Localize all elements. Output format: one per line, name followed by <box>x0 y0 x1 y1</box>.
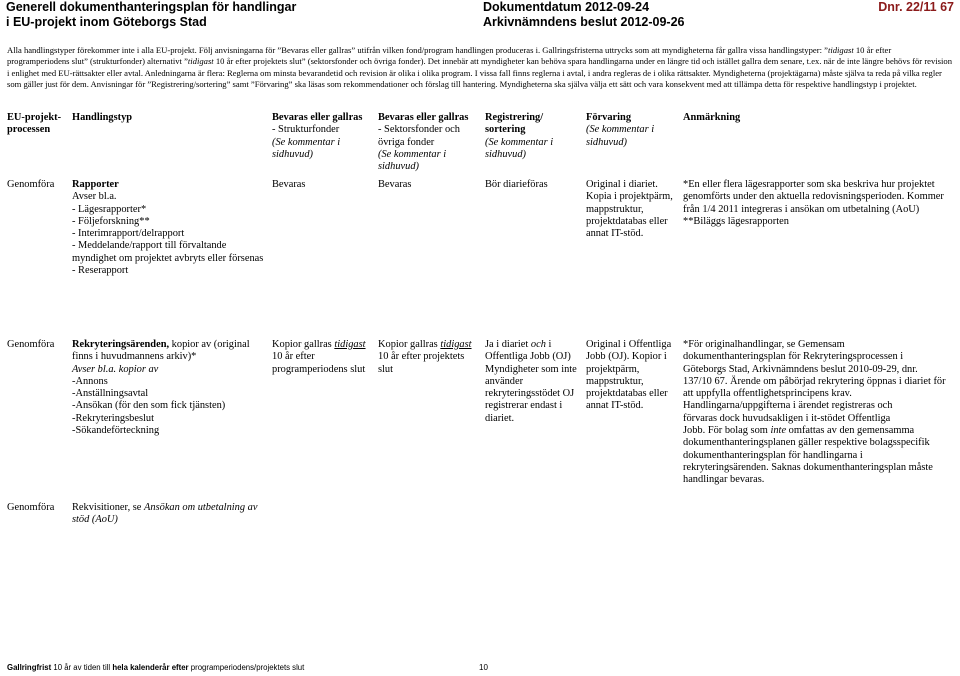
cell-text-line: registrerar endast i <box>485 400 563 412</box>
row2-type <box>72 339 250 437</box>
cell-text-line: Rekvisitioner, se <box>72 502 145 513</box>
registration-number: Dnr. 22/11 67 <box>878 0 954 14</box>
cell-text-line: Kopior gallras <box>272 339 335 350</box>
cell-text-line: Bör diarieföras <box>485 179 548 190</box>
cell-text-line: Anmärkning <box>683 112 741 123</box>
cell-text-line: 10 år efter <box>272 351 315 363</box>
cell-text-line: Handlingstyp <box>72 112 133 123</box>
cell-text-line: (Se kommentar i <box>378 148 447 160</box>
cell-text-line: mappstruktur, <box>586 375 644 387</box>
cell-text-line: projektpärm, <box>586 363 640 375</box>
cell-text-line: Original i diariet. <box>586 179 658 190</box>
cell-text-line: diariet. <box>485 412 515 424</box>
intro-part: Alla handlingstyper förekommer inte i alla EU-projekt. Följ anvisningarna för ”Bevaras eller gallras” utifrån vilken fond/program handlingen produceras i. Gallringsfristerna uttrycks som att myndigheterna får gallra vissa handlingstyper: ” <box>7 45 828 55</box>
cell-text-line: rekryteringsärenden. Saknas dokumenthanteringsplan måste <box>683 461 933 473</box>
row2-process <box>7 339 54 351</box>
cell-text-line: *För originalhandlingar, se Gemensam <box>683 339 845 350</box>
page-number: 10 <box>479 663 488 672</box>
cell-text-line: Rapporter <box>72 179 119 190</box>
cell-text-line: - Följeforskning** <box>72 215 150 227</box>
cell-text-line: dokumenthanteringsplanen gäller respektive bolagsspecifik <box>683 437 930 449</box>
cell-text-line: Myndigheter som inte <box>485 363 577 375</box>
cell-text-line: annat IT-stöd. <box>586 228 644 240</box>
row3-process <box>7 502 54 514</box>
cell-text-line: - Reserapport <box>72 265 129 277</box>
row1-process <box>7 179 54 191</box>
cell-text-line: - Lägesrapporter* <box>72 203 147 215</box>
cell-text-line <box>72 502 257 514</box>
cell-text-line: 10 år efter projektets <box>378 351 465 363</box>
cell-text-line: Kopia i projektpärm, <box>586 191 673 203</box>
cell-text-line: - Strukturfonder <box>272 124 340 136</box>
cell-text-line: Handlingarna/uppgifterna i ärendet registreras och <box>683 400 893 412</box>
column-header-type <box>72 112 132 124</box>
cell-text-line <box>272 339 366 351</box>
row1-type <box>72 179 263 277</box>
row1-storage <box>586 179 673 240</box>
row1-registration <box>485 179 548 191</box>
cell-text-line: (Se kommentar i <box>272 136 341 148</box>
cell-text-line: Bevaras <box>378 179 412 190</box>
row2-storage <box>586 339 671 413</box>
intro-part: tidigast <box>827 45 854 55</box>
cell-text-line: slut <box>378 363 394 375</box>
intro-part: 10 år efter programperiodens slut” (strukturfonder) alternativt ” <box>7 45 892 67</box>
cell-text-line: sidhuvud) <box>378 161 419 173</box>
cell-text-line: Genomföra <box>7 339 55 350</box>
cell-text-line: Offentliga Jobb (OJ) <box>485 351 571 363</box>
cell-text-line: Avser bl.a. <box>72 191 117 203</box>
cell-text-line: Bevaras eller gallras <box>378 112 469 123</box>
cell-text-line: Göteborgs Stad, Arkivnämndens beslut 2010-09-29, dnr. <box>683 363 918 375</box>
intro-text <box>7 45 955 90</box>
cell-text-line <box>72 339 250 351</box>
cell-text-line: från 1/4 2011 integreras i ansökan om utbetalning (AoU) <box>683 203 920 215</box>
cell-text-line: att uppfylla offentlighetsprincipens krav. <box>683 388 852 400</box>
cell-text-line: Förvaring <box>586 112 632 123</box>
decision-date: Arkivnämndens beslut 2012-09-26 <box>483 15 685 29</box>
cell-text-line: handlingar bevaras. <box>683 474 765 486</box>
cell-text-line: förvaras dock huvudsakligen i it-stödet Offentliga <box>683 412 891 424</box>
column-header-sector <box>378 112 468 173</box>
cell-text-line: EU-projekt- <box>7 112 62 123</box>
row1-remark <box>683 179 944 228</box>
cell-text-line: Jobb. För bolag som inte omfattas av den gemensamma <box>683 425 915 437</box>
cell-text-line: sidhuvud) <box>485 148 526 160</box>
column-header-registration <box>485 112 553 161</box>
cell-text-line: Rekryteringsärenden, <box>72 339 170 350</box>
document-date: Dokumentdatum 2012-09-24 <box>483 0 650 14</box>
cell-text-line: dokumenthanteringsplan för handlingarna i <box>683 449 863 461</box>
cell-text-line: - Interimrapport/delrapport <box>72 228 185 240</box>
column-header-process <box>7 112 61 137</box>
cell-text-line: Ansökan om utbetalning av <box>144 502 258 513</box>
cell-text-line: sidhuvud) <box>586 136 627 148</box>
cell-text-line: använder <box>485 375 524 387</box>
cell-text-line: Avser bl.a. kopior av <box>72 363 159 375</box>
cell-text-line: myndighet om projektet avbryts eller försenas <box>72 252 264 264</box>
cell-text-line: Jobb (OJ). Kopior i <box>586 351 667 363</box>
cell-text-line: Bevaras <box>272 179 306 190</box>
cell-text-line: (Se kommentar i <box>485 136 554 148</box>
cell-text-line: rekryteringsstödet OJ <box>485 388 575 400</box>
column-header-remark <box>683 112 740 124</box>
cell-text-line: -Ansökan (för den som fick tjänsten) <box>72 400 226 412</box>
cell-text-line: Original i Offentliga <box>586 339 672 350</box>
page-header <box>6 0 954 32</box>
cell-text-line: mappstruktur, <box>586 203 644 215</box>
cell-text-line: **Biläggs lägesrapporten <box>683 215 789 227</box>
cell-text-line: tidigast <box>334 339 366 350</box>
cell-text-line: tidigast <box>440 339 472 350</box>
cell-text-line: processen <box>7 124 51 136</box>
emphasis-text: inte <box>770 425 787 437</box>
document-title-line1: Generell dokumenthanteringsplan för handlingar <box>6 0 297 14</box>
cell-text-line: 137/10 67. Ärende om påbörjad rekrytering öppnas i diariet för <box>683 375 946 387</box>
cell-text-line: programperiodens slut <box>272 363 366 375</box>
cell-text-line: kopior av (original <box>169 339 250 350</box>
cell-text-line: Genomföra <box>7 502 55 513</box>
row2-remark <box>683 339 946 487</box>
cell-text-line: Genomföra <box>7 179 55 190</box>
cell-text-line: -Sökandeförteckning <box>72 425 160 437</box>
column-header-storage <box>586 112 654 149</box>
cell-text-line: -Rekryteringsbeslut <box>72 412 154 424</box>
cell-text-line: projektdatabas eller <box>586 215 668 227</box>
cell-text-line: -Anställningsavtal <box>72 388 149 400</box>
cell-text-line: annat IT-stöd. <box>586 400 644 412</box>
cell-text-line: *En eller flera lägesrapporter som ska beskriva hur projektet <box>683 179 935 190</box>
row2-structural <box>272 339 366 376</box>
intro-part: 10 år efter projektets slut” (sektorsfonder och övriga fonder). Det innebär att myndigheter kan behöva spara handlingarna under en längre tid och istället gallra dem senare, t.ex. när de inte längre behövs för revision i enlighet med EU-rättsakter eller avtal. Anledningarna är flera: Reglerna om minsta bevarandetid och revision är olika i olika program. I vissa fall finns reglerna i avtal, i andra regleras de i olika rättsakter. Myndigheterna (projektägarna) måste själva ta reda på vilka regler som gäller just för dem. Anvisningar för ”Registrering/sortering” samt ”Förvaring” ska läsas som rekommendationer och förslag till hantering. Myndigheterna ska själva välja ett sätt och vara konsekvent med att tillämpa detta för respektive handlingstyp i projektet. <box>7 56 953 89</box>
cell-text-line: dokumenthanteringsplan för Rekryteringsprocessen i <box>683 351 904 363</box>
intro-part: tidigast <box>187 56 214 67</box>
cell-text-line: sortering <box>485 124 526 136</box>
cell-text-line <box>485 339 577 351</box>
cell-text-line <box>378 339 472 351</box>
cell-text-line: övriga fonder <box>378 136 435 148</box>
cell-text-line: Kopior gallras <box>378 339 441 350</box>
column-header-structural <box>272 112 362 161</box>
cell-text-line: Bevaras eller gallras <box>272 112 363 123</box>
cell-text-line: finns i huvudmannens arkiv)* <box>72 351 197 363</box>
document-title-line2: i EU-projekt inom Göteborgs Stad <box>6 15 207 29</box>
cell-text-line: genomförts under den aktuella redovisningsperioden. Kommer <box>683 191 944 203</box>
cell-text-line: stöd (AoU) <box>72 514 118 526</box>
cell-text-line: (Se kommentar i <box>586 124 655 136</box>
cell-text-line: Registrering/ <box>485 112 544 123</box>
cell-text-line: i <box>545 339 552 350</box>
cell-text-line: -Annons <box>72 375 108 387</box>
footer-note: Gallringfrist 10 år av tiden till hela kalenderår efter programperiodens/projektets slut <box>7 663 305 672</box>
row1-sector <box>378 179 411 191</box>
cell-text-line: projektdatabas eller <box>586 388 668 400</box>
cell-text-line: - Sektorsfonder och <box>378 124 460 136</box>
cell-text-line: sidhuvud) <box>272 148 313 160</box>
row2-registration <box>485 339 577 425</box>
row3-type <box>72 502 257 527</box>
row2-sector <box>378 339 472 376</box>
cell-text-line: Ja i diariet <box>485 339 531 350</box>
cell-text-line: - Meddelande/rapport till förvaltande <box>72 240 227 252</box>
cell-text-line: och <box>530 339 546 350</box>
row1-structural <box>272 179 305 191</box>
